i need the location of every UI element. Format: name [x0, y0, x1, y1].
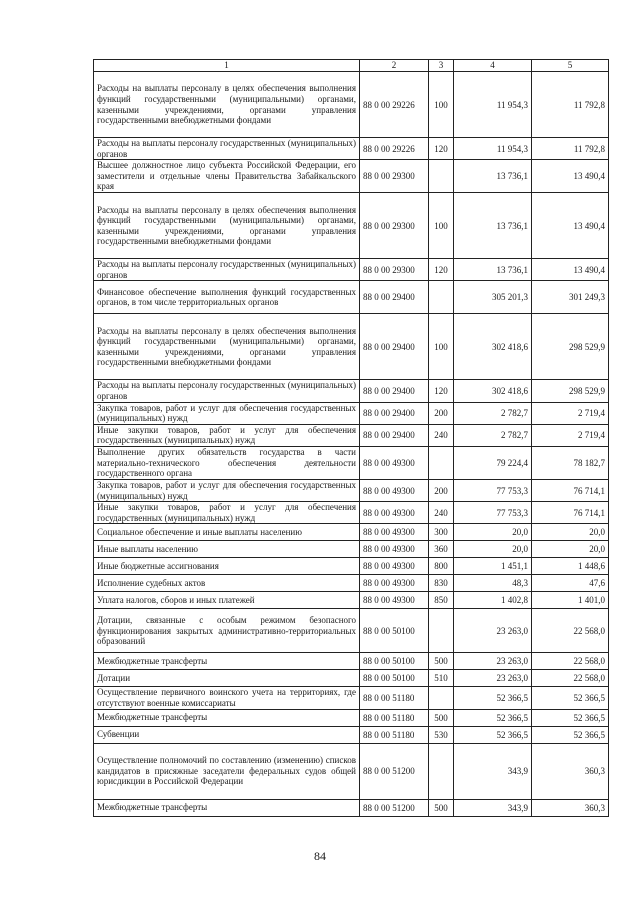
table-row [94, 524, 609, 541]
row-name-cell: Расходы на выплаты персоналу в целях обеспечения выполнения функций государственными (муниципальными) органами, казенными учреждениями, органами управления государственными внебюджетными фондами [94, 72, 360, 138]
amount-year-2-cell: 20,0 [532, 541, 609, 558]
column-number: 5 [532, 60, 609, 72]
target-article-cell: 88 0 00 51180 [360, 709, 429, 726]
target-article-cell: 88 0 00 49300 [360, 524, 429, 541]
table-row [94, 558, 609, 575]
table-row [94, 609, 609, 653]
table-row [94, 193, 609, 259]
table-row [94, 138, 609, 160]
table-row [94, 160, 609, 193]
amount-year-2-cell: 52 366,5 [532, 709, 609, 726]
amount-year-1-cell: 52 366,5 [454, 726, 532, 743]
row-name-cell: Межбюджетные трансферты [94, 709, 360, 726]
expense-type-cell: 240 [429, 502, 454, 524]
table-row [94, 446, 609, 479]
amount-year-1-cell: 20,0 [454, 541, 532, 558]
target-article-cell: 88 0 00 50100 [360, 653, 429, 670]
amount-year-1-cell: 305 201,3 [454, 281, 532, 314]
row-name-cell: Иные бюджетные ассигнования [94, 558, 360, 575]
amount-year-2-cell: 22 568,0 [532, 609, 609, 653]
expense-type-cell: 120 [429, 259, 454, 281]
expense-type-cell: 500 [429, 799, 454, 816]
table-row [94, 541, 609, 558]
expense-type-cell [429, 281, 454, 314]
target-article-cell: 88 0 00 49300 [360, 446, 429, 479]
amount-year-1-cell: 1 451,1 [454, 558, 532, 575]
table-row [94, 502, 609, 524]
amount-year-1-cell: 23 263,0 [454, 670, 532, 687]
target-article-cell: 88 0 00 50100 [360, 609, 429, 653]
amount-year-2-cell: 22 568,0 [532, 670, 609, 687]
row-name-cell: Расходы на выплаты персоналу государственных (муниципальных) органов [94, 380, 360, 402]
amount-year-2-cell: 2 719,4 [532, 402, 609, 424]
amount-year-2-cell: 20,0 [532, 524, 609, 541]
target-article-cell: 88 0 00 29400 [360, 380, 429, 402]
amount-year-2-cell: 13 490,4 [532, 259, 609, 281]
row-name-cell: Высшее должностное лицо субъекта Российской Федерации, его заместители и отдельные члены Правительства Забайкальского края [94, 160, 360, 193]
amount-year-1-cell: 79 224,4 [454, 446, 532, 479]
expense-type-cell: 830 [429, 575, 454, 592]
amount-year-2-cell: 76 714,1 [532, 502, 609, 524]
amount-year-2-cell: 13 490,4 [532, 193, 609, 259]
amount-year-2-cell: 52 366,5 [532, 687, 609, 709]
table-row [94, 424, 609, 446]
expense-type-cell: 360 [429, 541, 454, 558]
target-article-cell: 88 0 00 49300 [360, 575, 429, 592]
amount-year-1-cell: 23 263,0 [454, 609, 532, 653]
amount-year-1-cell: 48,3 [454, 575, 532, 592]
row-name-cell: Социальное обеспечение и иные выплаты населению [94, 524, 360, 541]
amount-year-2-cell: 47,6 [532, 575, 609, 592]
expense-type-cell: 240 [429, 424, 454, 446]
expense-type-cell: 200 [429, 479, 454, 501]
amount-year-1-cell: 11 954,3 [454, 72, 532, 138]
expense-type-cell: 800 [429, 558, 454, 575]
amount-year-2-cell: 13 490,4 [532, 160, 609, 193]
amount-year-2-cell: 78 182,7 [532, 446, 609, 479]
row-name-cell: Уплата налогов, сборов и иных платежей [94, 592, 360, 609]
row-name-cell: Осуществление полномочий по составлению (изменению) списков кандидатов в присяжные заседатели федеральных судов общей юрисдикции в Российской Федерации [94, 743, 360, 799]
row-name-cell: Закупка товаров, работ и услуг для обеспечения государственных (муниципальных) нужд [94, 402, 360, 424]
row-name-cell: Дотации [94, 670, 360, 687]
row-name-cell: Расходы на выплаты персоналу государственных (муниципальных) органов [94, 259, 360, 281]
row-name-cell: Исполнение судебных актов [94, 575, 360, 592]
amount-year-1-cell: 77 753,3 [454, 479, 532, 501]
amount-year-2-cell: 298 529,9 [532, 380, 609, 402]
table-row [94, 653, 609, 670]
target-article-cell: 88 0 00 49300 [360, 592, 429, 609]
expense-type-cell: 300 [429, 524, 454, 541]
target-article-cell: 88 0 00 49300 [360, 558, 429, 575]
amount-year-1-cell: 302 418,6 [454, 314, 532, 380]
expense-type-cell: 500 [429, 709, 454, 726]
target-article-cell: 88 0 00 49300 [360, 541, 429, 558]
amount-year-1-cell: 13 736,1 [454, 160, 532, 193]
row-name-cell: Закупка товаров, работ и услуг для обеспечения государственных (муниципальных) нужд [94, 479, 360, 501]
column-number-row [94, 60, 609, 72]
row-name-cell: Субвенции [94, 726, 360, 743]
row-name-cell: Иные закупки товаров, работ и услуг для обеспечения государственных (муниципальных) нужд [94, 502, 360, 524]
table-row [94, 575, 609, 592]
expense-type-cell [429, 609, 454, 653]
target-article-cell: 88 0 00 29226 [360, 72, 429, 138]
amount-year-2-cell: 22 568,0 [532, 653, 609, 670]
row-name-cell: Финансовое обеспечение выполнения функций государственных органов, в том числе территориальных органов [94, 281, 360, 314]
expense-type-cell [429, 446, 454, 479]
table-row [94, 314, 609, 380]
target-article-cell: 88 0 00 29300 [360, 160, 429, 193]
target-article-cell: 88 0 00 51180 [360, 726, 429, 743]
expense-type-cell: 510 [429, 670, 454, 687]
table-row [94, 402, 609, 424]
amount-year-1-cell: 343,9 [454, 743, 532, 799]
target-article-cell: 88 0 00 51180 [360, 687, 429, 709]
table-row [94, 380, 609, 402]
table-row [94, 259, 609, 281]
table-row [94, 709, 609, 726]
column-number: 4 [454, 60, 532, 72]
row-name-cell: Иные выплаты населению [94, 541, 360, 558]
expense-type-cell: 120 [429, 380, 454, 402]
table-row [94, 592, 609, 609]
amount-year-1-cell: 343,9 [454, 799, 532, 816]
target-article-cell: 88 0 00 29300 [360, 193, 429, 259]
expense-type-cell: 530 [429, 726, 454, 743]
table-row [94, 479, 609, 501]
amount-year-1-cell: 2 782,7 [454, 424, 532, 446]
amount-year-2-cell: 1 401,0 [532, 592, 609, 609]
target-article-cell: 88 0 00 29400 [360, 314, 429, 380]
amount-year-2-cell: 1 448,6 [532, 558, 609, 575]
amount-year-2-cell: 301 249,3 [532, 281, 609, 314]
expense-type-cell: 100 [429, 314, 454, 380]
target-article-cell: 88 0 00 29400 [360, 281, 429, 314]
amount-year-1-cell: 13 736,1 [454, 259, 532, 281]
row-name-cell: Дотации, связанные с особым режимом безопасного функционирования закрытых административно-территориальных образований [94, 609, 360, 653]
amount-year-1-cell: 11 954,3 [454, 138, 532, 160]
budget-table-container [93, 59, 609, 817]
amount-year-1-cell: 52 366,5 [454, 709, 532, 726]
row-name-cell: Иные закупки товаров, работ и услуг для обеспечения государственных (муниципальных) нужд [94, 424, 360, 446]
table-row [94, 670, 609, 687]
amount-year-1-cell: 52 366,5 [454, 687, 532, 709]
amount-year-1-cell: 77 753,3 [454, 502, 532, 524]
amount-year-2-cell: 2 719,4 [532, 424, 609, 446]
amount-year-1-cell: 13 736,1 [454, 193, 532, 259]
target-article-cell: 88 0 00 49300 [360, 479, 429, 501]
target-article-cell: 88 0 00 51200 [360, 743, 429, 799]
row-name-cell: Выполнение других обязательств государства в части материально-технического обеспечения деятельности государственного органа [94, 446, 360, 479]
row-name-cell: Межбюджетные трансферты [94, 799, 360, 816]
row-name-cell: Осуществление первичного воинского учета на территориях, где отсутствуют военные комиссариаты [94, 687, 360, 709]
target-article-cell: 88 0 00 51200 [360, 799, 429, 816]
budget-table [93, 59, 609, 817]
expense-type-cell [429, 743, 454, 799]
amount-year-2-cell: 11 792,8 [532, 138, 609, 160]
expense-type-cell: 100 [429, 72, 454, 138]
column-number: 2 [360, 60, 429, 72]
target-article-cell: 88 0 00 29300 [360, 259, 429, 281]
table-row [94, 799, 609, 816]
row-name-cell: Расходы на выплаты персоналу государственных (муниципальных) органов [94, 138, 360, 160]
amount-year-1-cell: 2 782,7 [454, 402, 532, 424]
table-row [94, 743, 609, 799]
target-article-cell: 88 0 00 50100 [360, 670, 429, 687]
expense-type-cell: 100 [429, 193, 454, 259]
amount-year-2-cell: 52 366,5 [532, 726, 609, 743]
target-article-cell: 88 0 00 29226 [360, 138, 429, 160]
target-article-cell: 88 0 00 49300 [360, 502, 429, 524]
table-row [94, 72, 609, 138]
amount-year-1-cell: 20,0 [454, 524, 532, 541]
amount-year-1-cell: 23 263,0 [454, 653, 532, 670]
row-name-cell: Межбюджетные трансферты [94, 653, 360, 670]
amount-year-2-cell: 360,3 [532, 743, 609, 799]
expense-type-cell: 120 [429, 138, 454, 160]
amount-year-2-cell: 298 529,9 [532, 314, 609, 380]
table-row [94, 281, 609, 314]
row-name-cell: Расходы на выплаты персоналу в целях обеспечения выполнения функций государственными (муниципальными) органами, казенными учреждениями, органами управления государственными внебюджетными фондами [94, 193, 360, 259]
amount-year-2-cell: 76 714,1 [532, 479, 609, 501]
expense-type-cell [429, 687, 454, 709]
table-row [94, 687, 609, 709]
table-row [94, 726, 609, 743]
expense-type-cell: 500 [429, 653, 454, 670]
amount-year-2-cell: 360,3 [532, 799, 609, 816]
column-number: 3 [429, 60, 454, 72]
row-name-cell: Расходы на выплаты персоналу в целях обеспечения выполнения функций государственными (муниципальными) органами, казенными учреждениями, органами управления государственными внебюджетными фондами [94, 314, 360, 380]
amount-year-2-cell: 11 792,8 [532, 72, 609, 138]
target-article-cell: 88 0 00 29400 [360, 402, 429, 424]
expense-type-cell: 200 [429, 402, 454, 424]
target-article-cell: 88 0 00 29400 [360, 424, 429, 446]
page-number: 84 [314, 849, 326, 863]
amount-year-1-cell: 1 402,8 [454, 592, 532, 609]
expense-type-cell [429, 160, 454, 193]
expense-type-cell: 850 [429, 592, 454, 609]
amount-year-1-cell: 302 418,6 [454, 380, 532, 402]
column-number: 1 [94, 60, 360, 72]
